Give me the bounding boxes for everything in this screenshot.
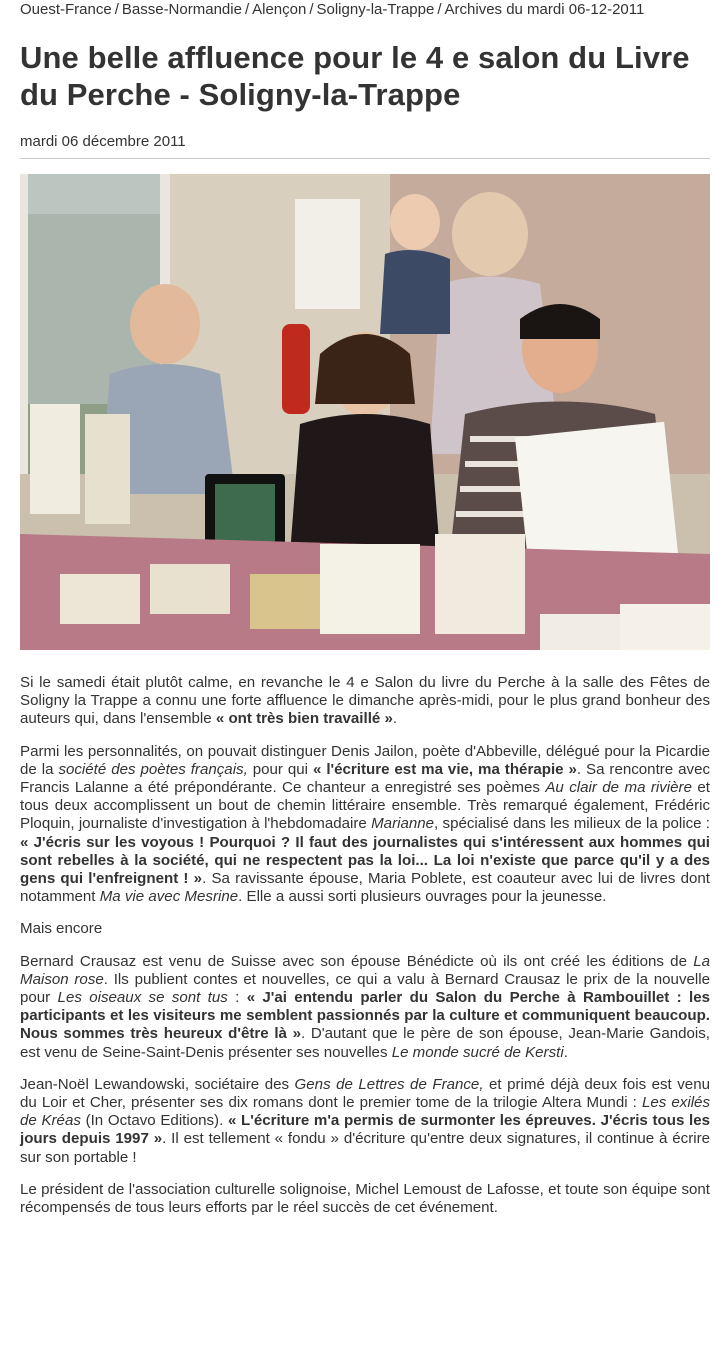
text-run: . (392, 710, 398, 728)
breadcrumb-separator: / (114, 1, 119, 18)
divider (20, 158, 710, 159)
breadcrumb-soligny[interactable]: Soligny-la-Trappe (316, 1, 435, 18)
italic-title: Les oiseaux se sont tus (57, 989, 228, 1007)
paragraph-6: Le président de l'association culturelle solignoise, Michel Lemoust de Lafosse, et toute son équipe sont récompensés de tous leurs efforts par le réel succès de cet événement. (20, 1180, 710, 1217)
text-run: : (227, 989, 247, 1007)
paragraph-1 (20, 674, 710, 729)
paragraph-2 (20, 743, 710, 907)
article-title: Une belle affluence pour le 4 e salon du Livre du Perche - Soligny-la-Trappe (20, 40, 690, 112)
text-run: Jean-Noël Lewandowski, sociétaire des (20, 1075, 295, 1093)
text-run: et tous deux accomplissent un bout de chemin littéraire ensemble. Très remarqué également, Frédéric Ploquin, journaliste d'investigation à l'hebdomadaire (20, 779, 710, 833)
italic-title: La Maison rose (20, 952, 710, 988)
text-run: (In Octavo Editions). (80, 1112, 228, 1130)
breadcrumb-separator: / (244, 1, 250, 18)
breadcrumb-alencon[interactable]: Alençon (252, 1, 307, 18)
italic-title: Les exilés de Kréas (20, 1094, 710, 1130)
photo-illustration (20, 174, 710, 650)
breadcrumb-ouest-france[interactable]: Ouest-France (20, 1, 112, 18)
article-date: mardi 06 décembre 2011 (20, 133, 186, 150)
italic-title: société des poètes français, (58, 760, 248, 778)
text-run: Bernard Crausaz est venu de Suisse avec son épouse Bénédicte où ils ont créé les éditions de (20, 952, 694, 970)
breadcrumb-basse-normandie[interactable]: Basse-Normandie (121, 1, 242, 18)
bold-quote: « J'écris sur les voyous ! Pourquoi ? Il faut des journalistes qui s'intéressent aux hommes qui sont rebelles à la société, qui ne respectent pas la loi... La loi n'existe que parce qu'il y a des gens qui l'enfreignent ! » (20, 833, 710, 888)
breadcrumb-separator: / (437, 1, 442, 18)
italic-title: Le monde sucré de Kersti (391, 1043, 564, 1061)
paragraph-4 (20, 953, 710, 1062)
text-run: Si le samedi était plutôt calme, en revanche le 4 e Salon du livre du Perche à la salle des Fêtes de Soligny la Trappe a connu une forte affluence le dimanche après-midi, pour le plus grand bonheur des auteurs qui, dans l'ensemble (20, 674, 710, 728)
bold-quote: « ont très bien travaillé » (215, 710, 393, 728)
bold-quote: « J'ai entendu parler du Salon du Perche à Rambouillet : les participants et les visiteurs me semblent passionnés par la culture et communiquent beaucoup. Nous sommes très heureux d'être là » (20, 989, 710, 1043)
text-run: . Sa ravissante épouse, Maria Poblete, est coauteur avec lui de livres dont notamment (20, 870, 710, 906)
text-run: . Ils publient contes et nouvelles, ce qui a valu à Bernard Crausaz le prix de la nouvelle pour (20, 970, 710, 1007)
text-run: . Elle a aussi sorti plusieurs ouvrages pour la jeunesse. (238, 888, 607, 906)
breadcrumb (20, 0, 710, 19)
italic-title: Ma vie avec Mesrine (99, 888, 239, 906)
bold-quote: « l'écriture est ma vie, ma thérapie » (312, 760, 577, 778)
italic-title: Au clair de ma rivière (545, 779, 692, 797)
text-run: . (563, 1043, 568, 1061)
article-body (20, 674, 710, 1217)
paragraph-3: Mais encore (20, 920, 103, 938)
article-photo (20, 174, 710, 650)
breadcrumb-archives[interactable]: Archives du mardi 06-12-2011 (444, 1, 645, 18)
text-run: . Il est tellement « fondu » d'écriture qu'entre deux signatures, il continue à écrire sur son portable ! (20, 1130, 710, 1166)
breadcrumb-separator: / (309, 1, 314, 18)
text-run: , spécialisé dans les milieux de la police : (434, 815, 710, 833)
text-run: . D'autant que le père de son épouse, Jean-Marie Gandois, est venu de Seine-Saint-Denis présenter ses nouvelles (20, 1025, 710, 1061)
bold-quote: « L'écriture m'a permis de surmonter les épreuves. J'écris tous les jours depuis 1997 » (20, 1112, 710, 1148)
text-run: pour qui (247, 760, 313, 778)
text-run: Parmi les personnalités, on pouvait distinguer Denis Jailon, poète d'Abbeville, délégué pour la Picardie de la (20, 742, 710, 778)
text-run: et primé déjà deux fois est venu du Loir et Cher, présenter ses dix romans dont le premier tome de la trilogie Altera Mundi : (20, 1075, 710, 1112)
italic-title: Gens de Lettres de France, (294, 1075, 484, 1093)
italic-title: Marianne (371, 815, 435, 833)
text-run: . Sa rencontre avec Francis Lalanne a été prépondérante. Ce chanteur a enregistré ses poèmes (20, 760, 711, 797)
paragraph-5 (20, 1076, 710, 1167)
